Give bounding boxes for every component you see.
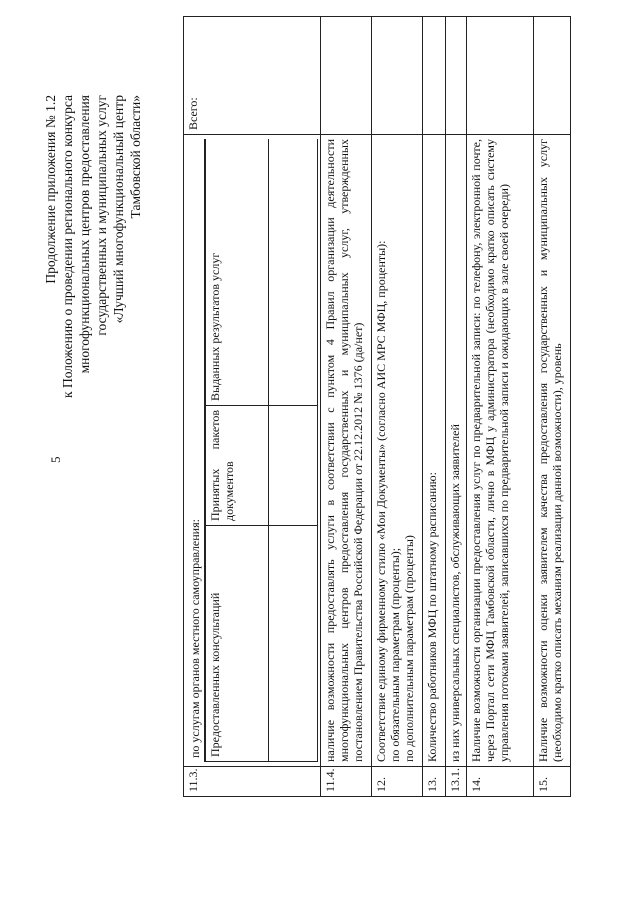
header-line: Тамбовской области»	[128, 95, 143, 219]
row-number: 11.4.	[321, 767, 372, 797]
value-cell[interactable]	[467, 17, 534, 135]
row-text: Наличие возможности оценки заявителем качества предоставления государственных и муниципальных услуг (необходимо кратко описать механизм реализации данной возможности), уровень	[534, 135, 571, 767]
row-number: 13.1.	[446, 767, 467, 797]
table-row	[184, 17, 321, 797]
header-line: Продолжение приложения № 1.2	[43, 95, 58, 284]
table-row	[372, 17, 423, 797]
row-number: 11.3.	[184, 767, 321, 797]
value-cell[interactable]	[321, 17, 372, 135]
row-number: 15.	[534, 767, 571, 797]
total-cell	[184, 17, 321, 135]
form-table	[183, 16, 571, 797]
document-header	[42, 95, 144, 615]
value-cell[interactable]	[372, 17, 423, 135]
row-text: Соответствие единому фирменному стилю «Мои Документы» (согласно АИС МРС МФЦ, проценты):	[374, 240, 388, 762]
subtable	[205, 139, 318, 762]
value-cell[interactable]	[446, 17, 467, 135]
table-row	[321, 17, 372, 797]
page-number: 5	[48, 456, 63, 463]
row-text: Количество работников МФЦ по штатному расписанию:	[423, 135, 446, 767]
value-cell[interactable]	[269, 139, 318, 406]
header-line: «Лучший многофункциональный центр	[111, 95, 126, 324]
header-line: многофункциональных центров предоставления	[77, 95, 92, 374]
row-line: по обязательным параметрам (проценты);	[388, 547, 402, 762]
subcol-packages: Принятых пакетов документов	[206, 406, 269, 526]
table-row	[467, 17, 534, 797]
row-content	[372, 135, 423, 767]
row-text: наличие возможности предоставлять услуги в соответствии с пунктом 4 Правил организации деятельности многофункциональных центров предоставления государственных и муниципальных услуг, утвержденных постановлением Правительства Российской Федерации от 22.12.2012 № 1376 (да/нет)	[321, 135, 372, 767]
header-line: государственных и муниципальных услуг	[94, 95, 109, 336]
value-cell[interactable]	[269, 406, 318, 526]
row-number: 13.	[423, 767, 446, 797]
row-number: 14.	[467, 767, 534, 797]
row-line: по дополнительным параметрам (проценты)	[402, 535, 416, 762]
subcol-results: Выданных результатов услуг	[206, 139, 269, 406]
row-text: Наличие возможности организации предоставления услуг по предварительной записи: по телефону, электронной почте, через Портал сети МФЦ Тамбовской области, лично в МФЦ у администратора (необходимо кратко описать систему управления потоками заявителей, записавшихся по предварительной записи и ожидающих в зале своей очереди)	[467, 135, 534, 767]
row-text: из них универсальных специалистов, обслуживающих заявителей	[446, 135, 467, 767]
value-cell[interactable]	[534, 17, 571, 135]
header-line: к Положению о проведении регионального конкурса	[60, 95, 75, 398]
value-cell[interactable]	[423, 17, 446, 135]
row-number: 12.	[372, 767, 423, 797]
table-row	[534, 17, 571, 797]
table-row	[423, 17, 446, 797]
value-cell[interactable]	[269, 526, 318, 762]
subcol-consultations: Предоставленных консультаций	[206, 526, 269, 762]
table-row	[446, 17, 467, 797]
total-label: Всего:	[186, 97, 200, 130]
row-content	[184, 135, 321, 767]
row-text: по услугам органов местного самоуправления:	[186, 139, 205, 762]
